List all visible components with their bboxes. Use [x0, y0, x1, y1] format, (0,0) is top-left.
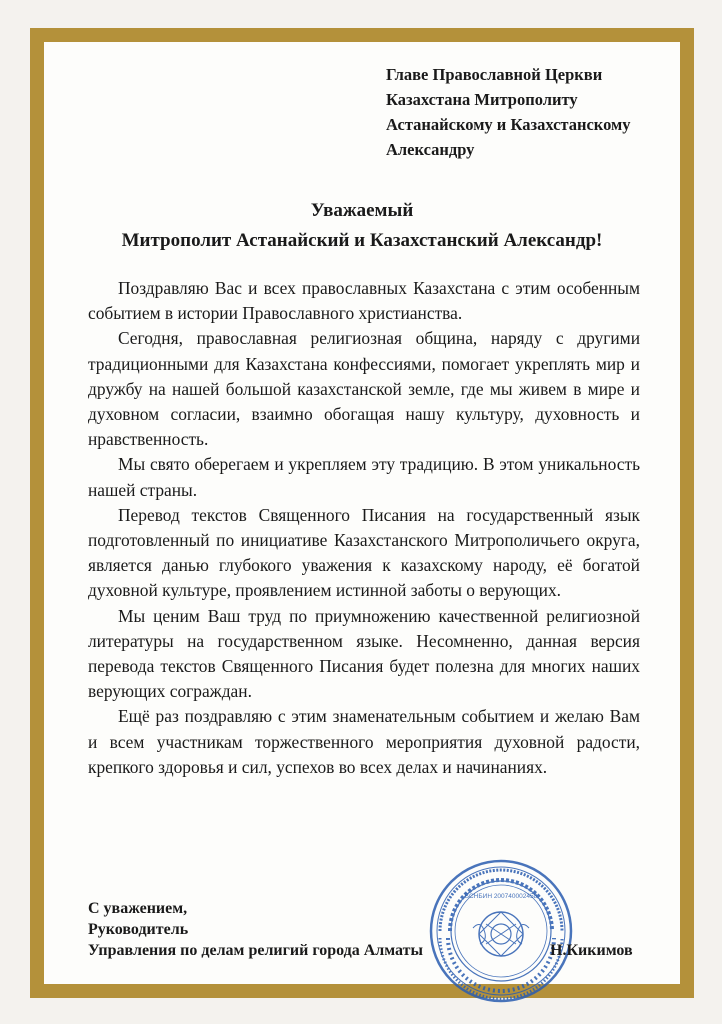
salutation [44, 196, 680, 256]
signer-name: Н.Кикимов [550, 942, 633, 959]
position-line: Руководитель [88, 921, 189, 938]
letter-body [88, 276, 640, 780]
addressee-line: Астанайскому и Казахстанскому [386, 115, 631, 134]
salutation-line: Митрополит Астанайский и Казахстанский Александр! [121, 230, 603, 251]
body-paragraph: Мы ценим Ваш труд по приумножению качественной религиозной литературы на государственном языке. Несомненно, данная версия перевода текстов Священного Писания будет полезна для многих наших верующих сограждан. [88, 605, 640, 702]
body-paragraph: Ещё раз поздравляю с этим знаменательным событием и желаю Вам и всем участникам торжественного мероприятия духовной радости, крепкого здоровья и сил, успехов во всех делах и начинаниях. [88, 706, 640, 777]
addressee-line: Главе Православной Церкви [386, 65, 603, 84]
body-paragraph: Поздравляю Вас и всех православных Казахстана с этим особенным событием в истории Православного христианства. [88, 278, 640, 324]
position-line-with-signer [88, 940, 648, 961]
body-paragraph: Сегодня, православная религиозная община, наряду с другими традиционными для Казахстана конфессиями, помогает укреплять мир и дружбу на нашей большой казахстанской земле, где мы живем в мире и духовном согласии, взаимно обогащая нашу культуру, духовность и нравственность. [88, 328, 640, 450]
body-paragraph: Перевод текстов Священного Писания на государственный язык подготовленный по инициативе Казахстанского Митрополичьего округа, является данью глубокого уважения к казахскому народу, её богатой духовной культуре, проявлением истинной заботы о верующих. [88, 504, 640, 601]
salutation-line: Уважаемый [310, 200, 414, 221]
seal-inner-text: БСНБИН 200740002458 [464, 893, 538, 900]
department-name: Управления по делам религий города Алматы [88, 942, 423, 959]
closing-line: С уважением, [88, 900, 188, 917]
addressee-block [386, 62, 666, 162]
addressee-line: Казахстана Митрополиту [386, 90, 578, 109]
signoff-block [88, 898, 648, 961]
body-paragraph: Мы свято оберегаем и укрепляем эту традицию. В этом уникальность нашей страны. [88, 454, 640, 500]
addressee-line: Александру [386, 140, 475, 159]
